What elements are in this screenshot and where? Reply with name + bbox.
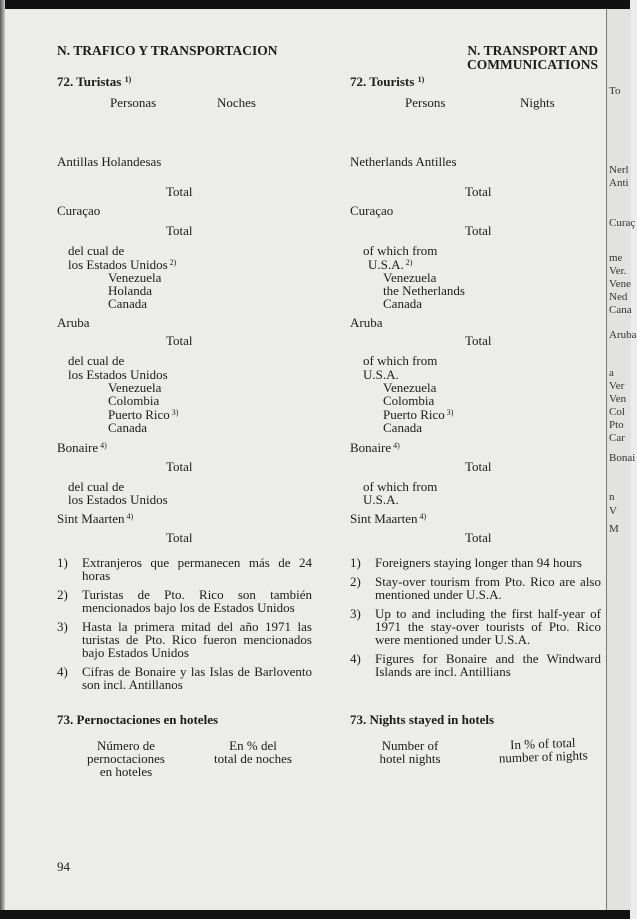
footnote-marker: 2)	[167, 258, 177, 267]
row-label: Canada	[383, 420, 422, 435]
row-label: Venezuela	[108, 270, 162, 285]
row-label: Venezuela	[108, 380, 162, 395]
footnote-marker: 3)	[169, 408, 179, 417]
col-header: Nights	[520, 95, 555, 110]
next-page-text-fragment: me	[609, 252, 623, 264]
footnote-text: Hasta la primera mitad del año 1971 las turistas de Pto. Rico fueron mencionados bajo Estados Unidos	[82, 619, 312, 660]
row-label: Aruba	[57, 315, 90, 330]
footnote	[57, 620, 312, 659]
row-label: U.S.A.	[363, 367, 399, 382]
footnote	[57, 556, 312, 582]
scan-border-top	[0, 0, 630, 9]
next-page-text-fragment: Ver.	[609, 265, 627, 277]
footnote-text: Cifras de Bonaire y las Islas de Barlovento son incl. Antillanos	[82, 664, 312, 692]
total-row-label: Total	[465, 223, 492, 238]
section-header-en-1: N. TRANSPORT AND	[467, 43, 598, 58]
footnotes-en	[350, 556, 601, 684]
total-row-label: Total	[465, 184, 492, 199]
row-label: Sint Maarten $^{4)}$	[57, 511, 134, 526]
row-label: Puerto Rico $^{3)}$	[108, 407, 179, 422]
next-page-text-fragment: Aruba	[609, 329, 637, 341]
next-page-text-fragment: Ned	[609, 291, 628, 303]
next-page-text-fragment: Bonai	[609, 452, 636, 464]
footnote-text: Figures for Bonaire and the Windward Islands are incl. Antillians	[375, 651, 601, 679]
col-header: Número de pernoctaciones en hoteles	[87, 738, 165, 779]
row-label: the Netherlands	[383, 283, 465, 298]
total-row-label: Total	[166, 223, 193, 238]
next-page-text-fragment: Cana	[609, 304, 632, 316]
row-label: Canada	[383, 296, 422, 311]
total-row-label: Total	[465, 333, 492, 348]
col-header: Number of hotel nights	[379, 738, 441, 766]
next-page-text-fragment: Nerl	[609, 164, 629, 176]
row-label: of which from	[363, 243, 438, 258]
next-page-text-fragment: Ven	[609, 393, 627, 405]
footnote	[350, 575, 601, 601]
col-header: Personas	[110, 95, 157, 110]
row-label: of which from	[363, 353, 438, 368]
row-label: U.S.A.	[363, 492, 399, 507]
footnote-text: Up to and including the first half-year of 1971 the stay-over tourists of Pto. Rico were mentioned under U.S.A.	[375, 606, 601, 647]
row-label: Canada	[108, 420, 147, 435]
footnote-marker: 4)	[350, 651, 361, 666]
row-label: del cual de	[68, 479, 125, 494]
footnote	[57, 588, 312, 614]
total-row-label: Total	[166, 184, 193, 199]
footnote-marker: 4)	[57, 664, 68, 679]
row-label: los Estados Unidos $^{2)}$	[68, 257, 177, 272]
total-row-label: Total	[465, 459, 492, 474]
next-page-text-fragment: Curaç	[609, 217, 636, 229]
page-number: 94	[57, 859, 70, 874]
row-label: Aruba	[350, 315, 383, 330]
footnote-text: Foreigners staying longer than 94 hours	[375, 555, 582, 570]
footnote-marker: 3)	[444, 408, 454, 417]
table-72-title-en: 72. Tourists $^{1)}$	[350, 74, 425, 89]
row-label: Curaçao	[350, 203, 394, 218]
col-header: En % del total de noches	[214, 738, 292, 766]
footnote-marker: 1)	[350, 555, 361, 570]
row-label: U.S.A. $^{2)}$	[368, 257, 413, 272]
row-label: Curaçao	[57, 203, 101, 218]
footnote-marker: 2)	[350, 574, 361, 589]
row-label: Holanda	[108, 283, 153, 298]
row-label: Colombia	[108, 393, 160, 408]
total-row-label: Total	[166, 333, 193, 348]
footnote-marker: 2)	[403, 258, 413, 267]
row-label: Venezuela	[383, 270, 437, 285]
total-row-label: Total	[465, 530, 492, 545]
table-72-title-es: 72. Turistas $^{1)}$	[57, 74, 132, 89]
col-header: Noches	[217, 95, 256, 110]
row-label: del cual de	[68, 243, 125, 258]
row-label: Bonaire $^{4)}$	[350, 440, 400, 455]
section-header-en-2: COMMUNICATIONS	[467, 57, 598, 72]
row-label: of which from	[363, 479, 438, 494]
row-label: Sint Maarten $^{4)}$	[350, 511, 427, 526]
footnote-marker: 3)	[57, 619, 68, 634]
next-page-text-fragment: Pto	[609, 419, 624, 431]
row-label: los Estados Unidos	[68, 367, 168, 382]
next-page-text-fragment: M	[609, 523, 619, 535]
col-header: Persons	[405, 95, 446, 110]
row-label: Bonaire $^{4)}$	[57, 440, 107, 455]
footnote	[350, 556, 601, 569]
row-label: Canada	[108, 296, 147, 311]
footnote-text: Turistas de Pto. Rico son también mencionados bajo los de Estados Unidos	[82, 587, 312, 615]
footnote-marker: 2)	[57, 587, 68, 602]
next-page-text-fragment: Col	[609, 406, 625, 418]
row-label: Venezuela	[383, 380, 437, 395]
footnote-text: Extranjeros que permanecen más de 24 horas	[82, 555, 312, 583]
scan-edge-left	[0, 0, 5, 919]
footnote-marker: 4)	[124, 512, 134, 521]
table-73-title-es: 73. Pernoctaciones en hoteles	[57, 712, 219, 727]
footnote	[350, 607, 601, 646]
footnote-marker: 1)	[57, 555, 68, 570]
total-row-label: Total	[166, 530, 193, 545]
next-page-text-fragment: To	[609, 85, 621, 97]
table-73-title-en: 73. Nights stayed in hotels	[350, 712, 495, 727]
footnotes-es	[57, 556, 312, 697]
row-label: Netherlands Antilles	[350, 154, 457, 169]
footnote	[350, 652, 601, 678]
row-label: Antillas Holandesas	[57, 154, 162, 169]
next-page-text-fragment: Ver	[609, 380, 625, 392]
total-row-label: Total	[166, 459, 193, 474]
footnote	[57, 665, 312, 691]
next-page-text-fragment: Anti	[609, 177, 629, 189]
next-page-text-fragment: n	[609, 491, 615, 503]
footnote-marker: 3)	[350, 606, 361, 621]
next-page-text-fragment: Vene	[609, 278, 631, 290]
footnote-marker: 4)	[98, 441, 107, 450]
next-page-edge	[606, 9, 637, 910]
col-header: In % of total number of nights	[498, 734, 588, 766]
next-page-text-fragment: V	[609, 505, 617, 517]
footnote-text: Stay-over tourism from Pto. Rico are also mentioned under U.S.A.	[375, 574, 601, 602]
footnote-marker: 4)	[391, 441, 400, 450]
row-label: los Estados Unidos	[68, 492, 168, 507]
row-label: Puerto Rico $^{3)}$	[383, 407, 454, 422]
next-page-text-fragment: Car	[609, 432, 625, 444]
next-page-text-fragment: a	[609, 367, 614, 379]
row-label: del cual de	[68, 353, 125, 368]
footnote-marker: 4)	[417, 512, 427, 521]
section-header-es: N. TRAFICO Y TRANSPORTACION	[57, 43, 278, 58]
row-label: Colombia	[383, 393, 435, 408]
scan-border-bottom	[0, 910, 630, 919]
